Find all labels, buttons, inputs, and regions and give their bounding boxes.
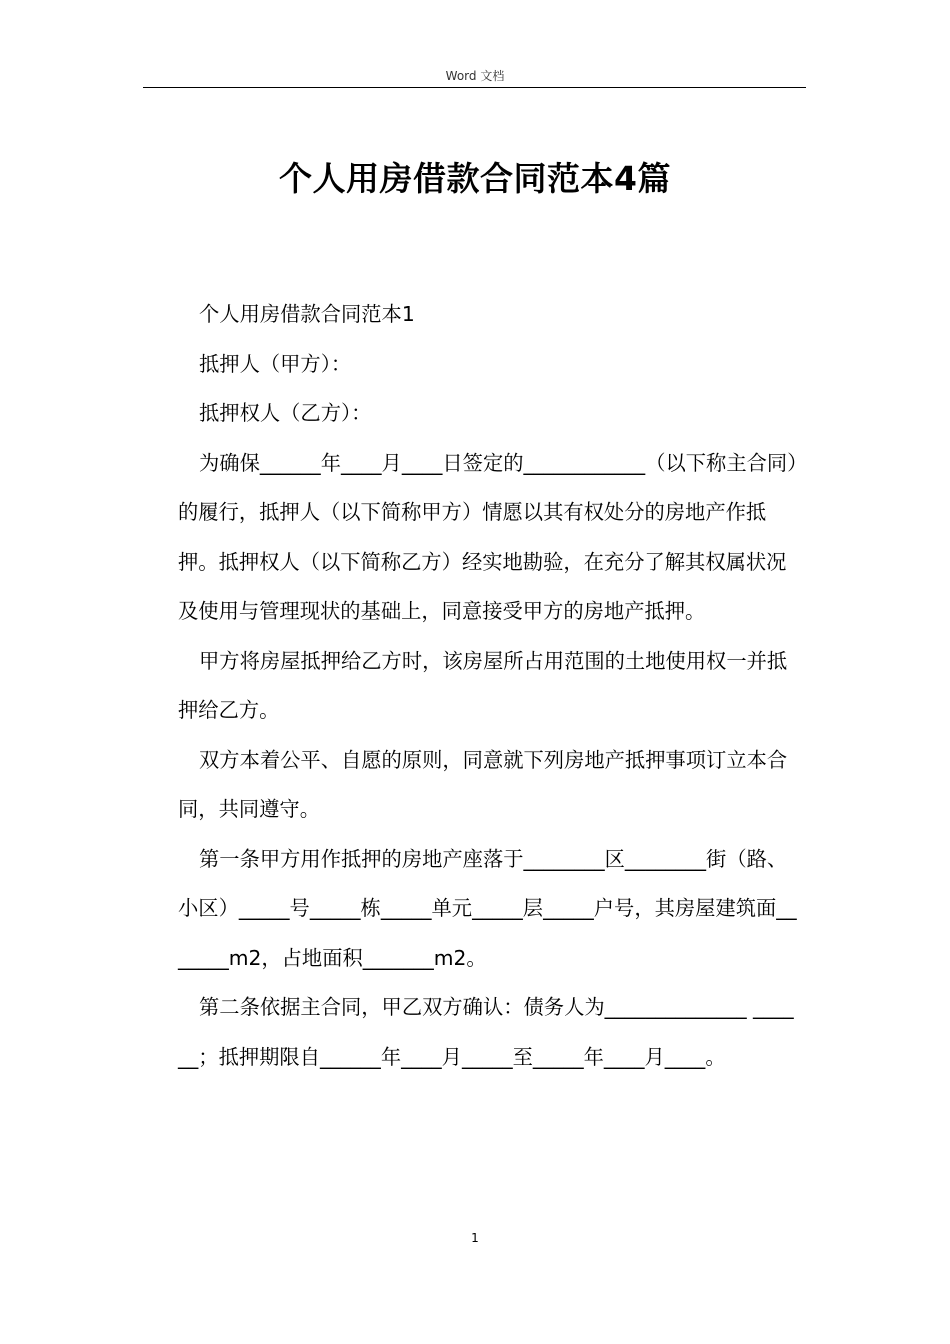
paragraph-purpose: 为确保______年____月____日签定的____________（以下称主合同）的履行，抵押人（以下简称甲方）情愿以其有权处分的房地产作抵押。抵押权人（以下简称乙方）经实地勘验，在充分了解其权属状况及使用与管理现状的基础上，同意接受甲方的房地产抵押。 xyxy=(178,450,798,623)
paragraph-article-1: 第一条甲方用作抵押的房地产座落于________区________街（路、小区）_____号_____栋_____单元_____层_____户号，其房屋建筑面_______m2，占地面积_______m2。 xyxy=(178,846,797,970)
paragraph-mortgagor: 抵押人（甲方）： xyxy=(199,351,352,376)
page-number: 1 xyxy=(471,1231,479,1245)
paragraph-principle: 双方本着公平、自愿的原则，同意就下列房地产抵押事项订立本合同，共同遵守。 xyxy=(178,747,788,821)
document-title: 个人用房借款合同范本4篇 xyxy=(279,159,671,198)
document-body xyxy=(178,290,803,1082)
page-header: Word 文档 xyxy=(445,69,505,83)
paragraph-section-heading: 个人用房借款合同范本1 xyxy=(199,302,415,326)
paragraph-mortgagee: 抵押权人（乙方）： xyxy=(199,401,372,425)
paragraph-article-2: 第二条依据主合同，甲乙双方确认：债务人为______________ ______；抵押期限自______年____月_____至_____年____月____。 xyxy=(178,995,794,1069)
paragraph-land-use-right: 甲方将房屋抵押给乙方时，该房屋所占用范围的土地使用权一并抵押给乙方。 xyxy=(178,648,788,722)
header-rule xyxy=(143,87,806,88)
